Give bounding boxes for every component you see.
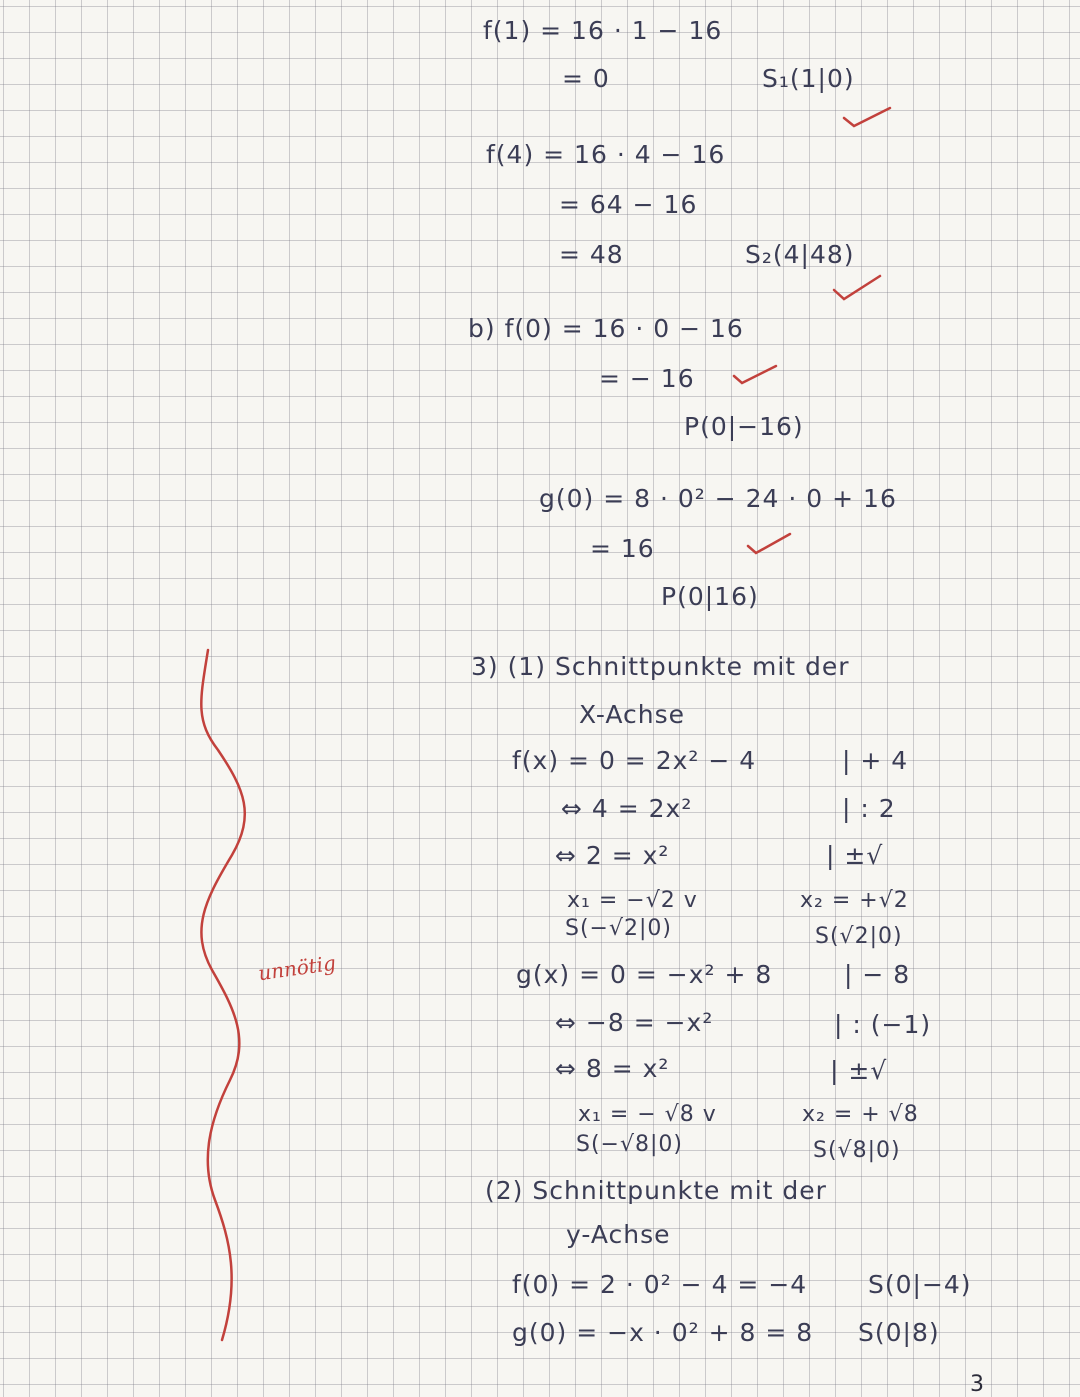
- line-b-f0: b) f(0) = 16 · 0 − 16: [468, 314, 744, 343]
- checkmark-icon: [732, 362, 778, 386]
- point-p-g: P(0|16): [661, 582, 759, 611]
- heading-x-axis-label: X-Achse: [579, 700, 686, 729]
- point-g-s1: S(−√8|0): [576, 1132, 683, 1157]
- checkmark-icon: [842, 104, 892, 128]
- point-f-s2: S(√2|0): [815, 924, 903, 949]
- op-div-minus1: | : (−1): [834, 1010, 932, 1039]
- eq-fx-step1: ⇔ 4 = 2x²: [561, 794, 693, 823]
- op-root-g: | ±√: [830, 1056, 888, 1085]
- line-f1-result: = 0: [562, 64, 610, 93]
- point-f0: S(0|−4): [868, 1270, 972, 1299]
- line-f4-result: = 48: [559, 240, 624, 269]
- line-f4-step: = 64 − 16: [559, 190, 698, 219]
- eq-gx-step1: ⇔ −8 = −x²: [555, 1008, 714, 1037]
- point-g-s2: S(√8|0): [813, 1138, 901, 1163]
- line-b-g0: g(0) = 8 · 0² − 24 · 0 + 16: [539, 484, 897, 513]
- op-minus8: | − 8: [844, 960, 911, 989]
- page-number: 3: [970, 1372, 984, 1397]
- point-p-f: P(0|−16): [684, 412, 804, 441]
- root-x1: x₁ = −√2 v: [567, 888, 698, 913]
- line-b-g0-result: = 16: [590, 534, 655, 563]
- heading-y-axis: (2) Schnittpunkte mit der: [485, 1176, 827, 1205]
- eq-gx-step2: ⇔ 8 = x²: [555, 1054, 670, 1083]
- line-f1: f(1) = 16 · 1 − 16: [483, 16, 723, 45]
- root-g-x2: x₂ = + √8: [802, 1102, 919, 1127]
- op-div2: | : 2: [842, 794, 896, 823]
- point-f-s1: S(−√2|0): [565, 916, 672, 941]
- eq-g0: g(0) = −x · 0² + 8 = 8: [512, 1318, 814, 1347]
- checkmark-icon: [746, 530, 792, 556]
- eq-f0: f(0) = 2 · 0² − 4 = −4: [512, 1270, 808, 1299]
- point-g0: S(0|8): [858, 1318, 940, 1347]
- heading-y-axis-label: y-Achse: [566, 1220, 671, 1249]
- root-g-x1: x₁ = − √8 v: [578, 1102, 717, 1127]
- checkmark-icon: [832, 272, 882, 302]
- eq-gx-zero: g(x) = 0 = −x² + 8: [516, 960, 773, 989]
- op-plus4: | + 4: [842, 746, 909, 775]
- point-s2: S₂(4|48): [745, 240, 855, 269]
- root-x2: x₂ = +√2: [800, 888, 909, 913]
- margin-correction-note: unnötig: [256, 950, 338, 986]
- line-f4: f(4) = 16 · 4 − 16: [486, 140, 726, 169]
- line-b-f0-result: = − 16: [599, 364, 695, 393]
- op-root: | ±√: [826, 841, 884, 870]
- eq-fx-zero: f(x) = 0 = 2x² − 4: [512, 746, 757, 775]
- red-wavy-margin-line: [160, 640, 280, 1380]
- heading-x-axis: 3) (1) Schnittpunkte mit der: [471, 652, 850, 681]
- eq-fx-step2: ⇔ 2 = x²: [555, 841, 670, 870]
- point-s1: S₁(1|0): [762, 64, 855, 93]
